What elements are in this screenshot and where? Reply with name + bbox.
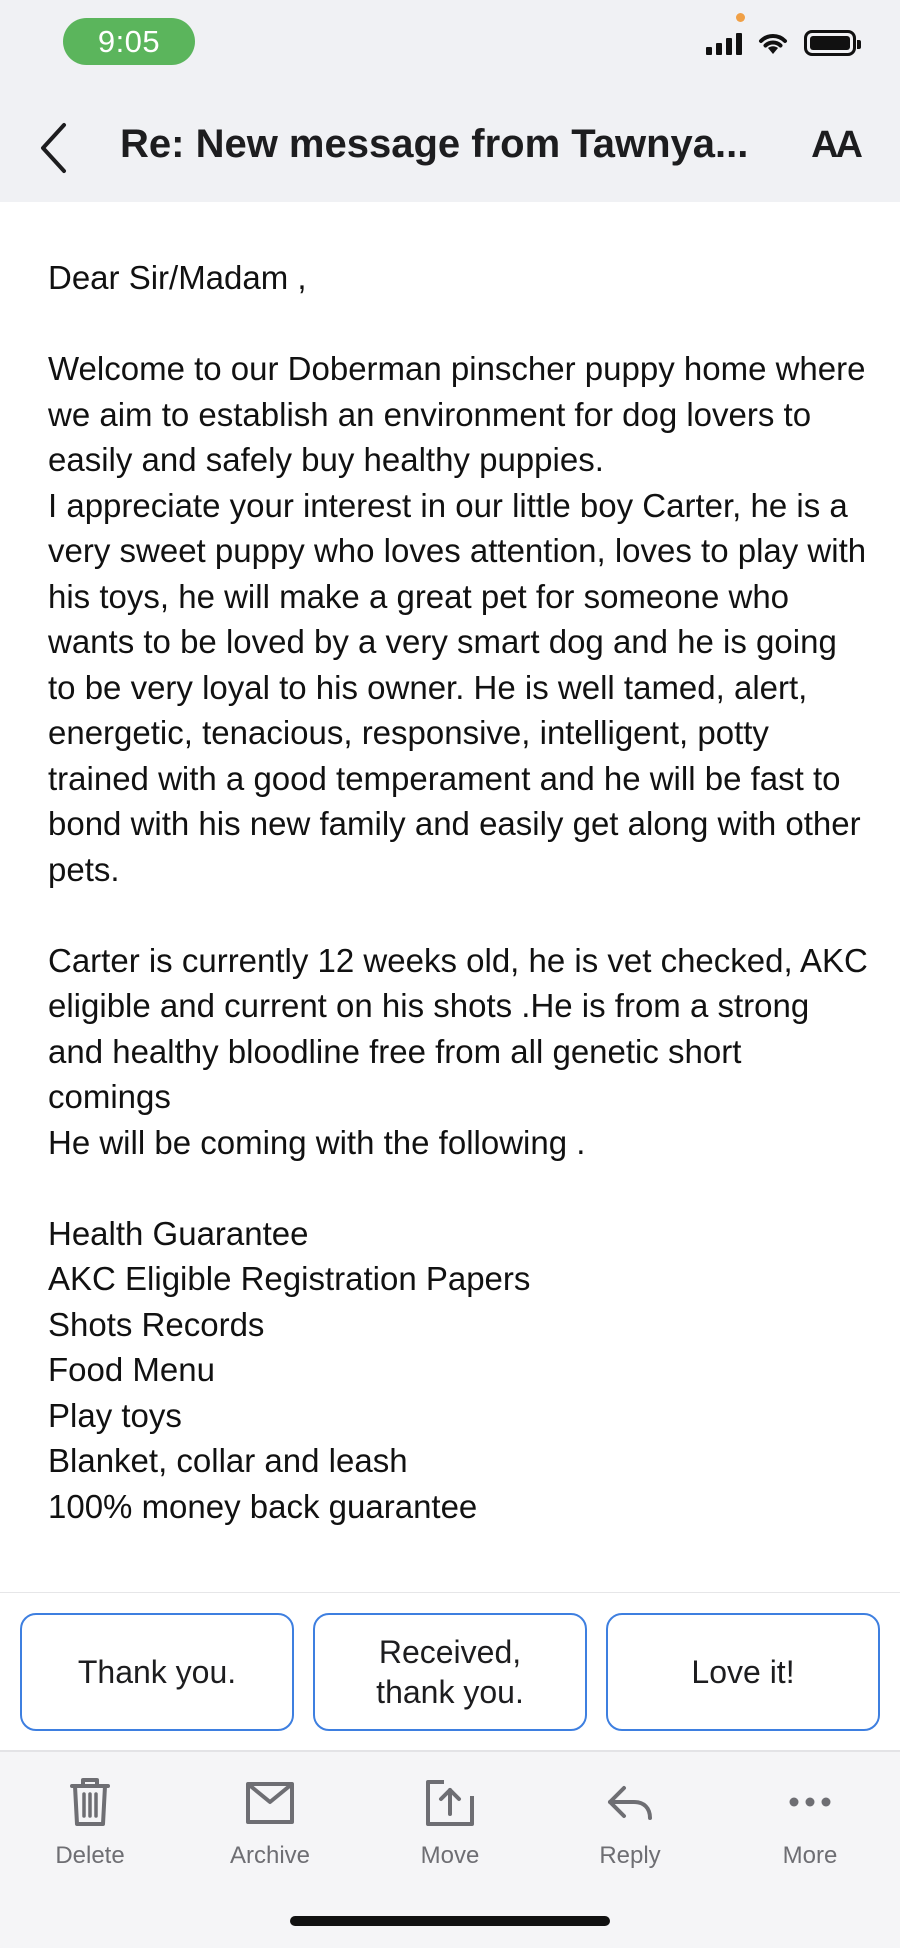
move-to-folder-icon: [422, 1774, 478, 1830]
more-button[interactable]: [740, 1774, 880, 1894]
smart-reply-received[interactable]: Received, thank you.: [313, 1613, 587, 1731]
more-dots-icon: [782, 1774, 838, 1830]
archive-button[interactable]: [200, 1774, 340, 1894]
status-icons: [706, 30, 856, 56]
message-header: [0, 100, 900, 200]
bottom-toolbar: [0, 1752, 900, 1948]
message-subject: Re: New message from Tawnya...: [120, 122, 749, 166]
privacy-indicator-dot: [736, 13, 745, 22]
chevron-left-icon: [38, 121, 68, 175]
smart-reply-love-it[interactable]: Love it!: [606, 1613, 880, 1731]
reply-icon: [602, 1774, 658, 1830]
archive-icon: [242, 1774, 298, 1830]
smart-reply-thank-you[interactable]: Thank you.: [20, 1613, 294, 1731]
move-label: Move: [420, 1842, 480, 1869]
status-time: 9:05: [63, 18, 195, 65]
trash-icon: [62, 1774, 118, 1830]
battery-icon: [804, 30, 856, 56]
message-body: Dear Sir/Madam , Welcome to our Doberman pinscher puppy home where we aim to establish an environment for dog lovers to easily and safely buy healthy puppies. I appreciate your interest in our little boy Carter, he is a very sweet puppy who loves attention, loves to play with his toys, he will make a great pet for someone who wants to be loved by a very smart dog and he is going to be very loyal to his owner. He is well tamed, alert, energetic, tenacious, responsive, intelligent, potty trained with a good temperament and he will be fast to bond with his new family and easily get along with other pets. Carter is currently 12 weeks old, he is vet checked, AKC eligible and current on his shots .He is from a strong and healthy bloodline free from all genetic short comings He will be coming with the following . Health Guarantee AKC Eligible Registration Papers Shots Records Food Menu Play toys Blanket, collar and leash 100% money back guarantee: [48, 259, 868, 1525]
wifi-icon: [756, 30, 790, 56]
more-label: More: [782, 1842, 838, 1869]
cellular-signal-icon: [706, 31, 742, 55]
back-button[interactable]: [28, 118, 78, 178]
archive-label: Archive: [229, 1842, 311, 1869]
home-indicator[interactable]: [290, 1916, 610, 1926]
text-size-label: AA: [811, 124, 860, 166]
reply-label: Reply: [599, 1842, 661, 1869]
delete-label: Delete: [55, 1842, 125, 1869]
smart-replies-bar: [0, 1592, 900, 1752]
reply-button[interactable]: [560, 1774, 700, 1894]
move-button[interactable]: [380, 1774, 520, 1894]
delete-button[interactable]: [20, 1774, 160, 1894]
text-size-button[interactable]: [811, 124, 860, 167]
